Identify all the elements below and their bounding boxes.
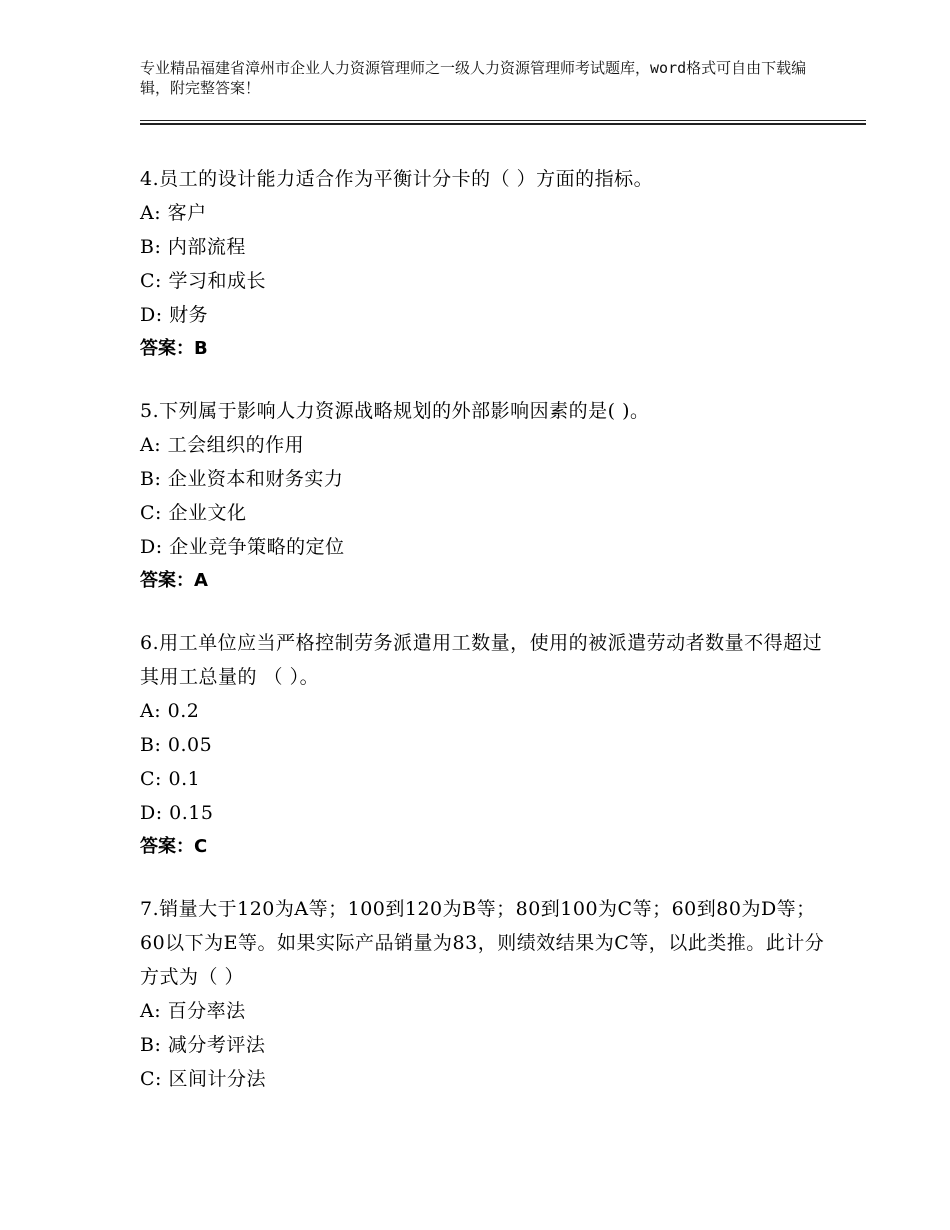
answer-label: 答案：B: [140, 338, 208, 359]
question-list: [140, 162, 830, 1124]
answer-label: 答案：A: [140, 570, 208, 591]
option-b: B: 0.05: [140, 734, 213, 756]
option-d: D: 企业竞争策略的定位: [140, 536, 345, 558]
option-c: C: 企业文化: [140, 502, 247, 524]
question-stem: 5.下列属于影响人力资源战略规划的外部影响因素的是( )。: [140, 400, 650, 422]
option-b: B: 减分考评法: [140, 1034, 266, 1056]
question-stem: 4.员工的设计能力适合作为平衡计分卡的（ ）方面的指标。: [140, 168, 654, 190]
option-c: C: 学习和成长: [140, 270, 266, 292]
question-stem: 7.销量大于120为A等；100到120为B等；80到100为C等；60到80为D等；60以下为E等。如果实际产品销量为83，则绩效结果为C等，以此类推。此计分方式为（ ）: [140, 898, 825, 988]
option-b: B: 内部流程: [140, 236, 246, 258]
option-a: A: 0.2: [140, 700, 200, 722]
question-7: [140, 892, 830, 1096]
option-a: A: 工会组织的作用: [140, 434, 305, 456]
option-a: A: 客户: [140, 202, 207, 224]
answer-label: 答案：C: [140, 836, 208, 857]
header-title: 专业精品福建省漳州市企业人力资源管理师之一级人力资源管理师考试题库，word格式可自由下载编辑，附完整答案！: [140, 59, 807, 97]
option-c: C: 0.1: [140, 768, 201, 790]
question-5: [140, 394, 830, 598]
question-6: [140, 626, 830, 864]
option-a: A: 百分率法: [140, 1000, 246, 1022]
header-divider-top: [140, 120, 866, 121]
option-d: D: 财务: [140, 304, 209, 326]
question-4: [140, 162, 830, 366]
header-divider-bottom: [140, 123, 866, 125]
option-d: D: 0.15: [140, 802, 214, 824]
option-c: C: 区间计分法: [140, 1068, 266, 1090]
option-b: B: 企业资本和财务实力: [140, 468, 344, 490]
question-stem: 6.用工单位应当严格控制劳务派遣用工数量，使用的被派遣劳动者数量不得超过其用工总量的 （ ）。: [140, 632, 823, 688]
